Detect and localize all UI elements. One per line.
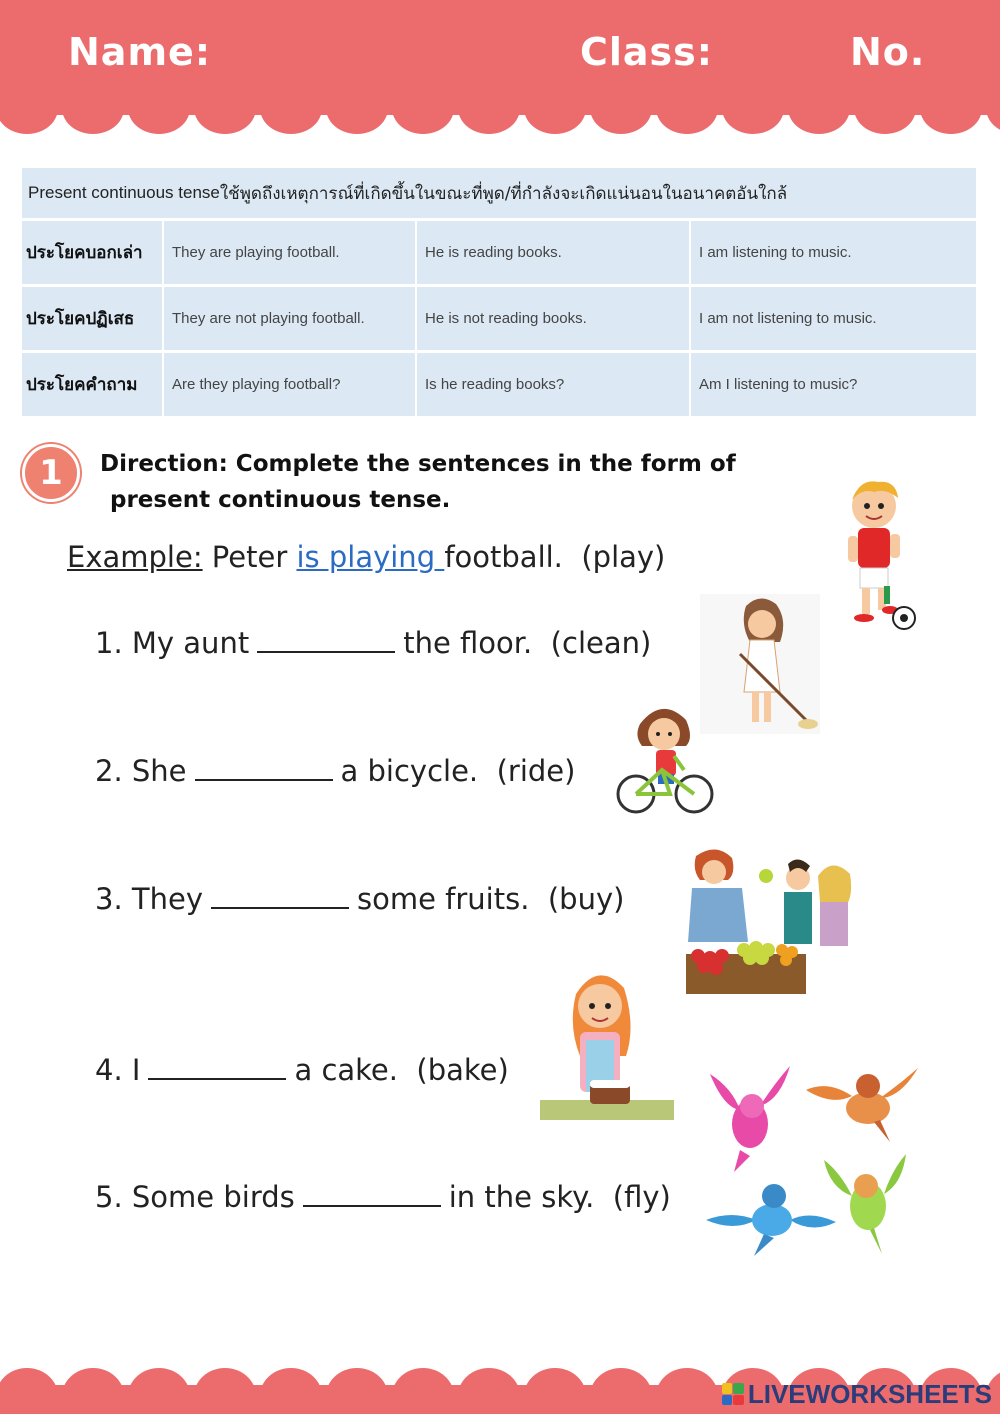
scallop-bump xyxy=(326,100,388,134)
scallop-bump xyxy=(0,100,58,134)
question-5 xyxy=(95,1180,671,1214)
girl-bicycle-illustration xyxy=(612,700,716,818)
question-text-after: some fruits. (buy) xyxy=(357,882,625,916)
number-label: No. xyxy=(850,30,926,74)
scallop-bump xyxy=(392,100,454,134)
grammar-cell: They are not playing football. xyxy=(164,287,415,350)
question-text-after: a cake. (bake) xyxy=(294,1053,509,1087)
scallop-bump xyxy=(458,100,520,134)
question-text-before: 3. They xyxy=(95,882,203,916)
direction-line-1: Direction: Complete the sentences in the form of xyxy=(100,451,736,477)
boy-football-illustration xyxy=(840,476,920,632)
girl-baking-illustration xyxy=(540,966,678,1124)
question-1 xyxy=(95,626,651,660)
grammar-table-title xyxy=(22,168,976,218)
exercise-number-badge: 1 xyxy=(22,444,80,502)
grammar-cell: I am not listening to music. xyxy=(691,287,976,350)
scallop-bump xyxy=(62,100,124,134)
grammar-table xyxy=(22,168,976,416)
answer-blank-4[interactable] xyxy=(148,1054,286,1080)
question-text-before: 5. Some birds xyxy=(95,1180,295,1214)
question-text-before: 1. My aunt xyxy=(95,626,250,660)
grammar-cell: Is he reading books? xyxy=(417,353,689,416)
question-2 xyxy=(95,754,575,788)
brand-name: LIVEWORKSHEETS xyxy=(747,1378,992,1409)
scallop-bump xyxy=(656,100,718,134)
grammar-row-label: ประโยคคำถาม xyxy=(22,353,162,416)
question-4 xyxy=(95,1053,509,1087)
direction-line-2: present continuous tense. xyxy=(110,487,451,513)
scallop-bump xyxy=(986,100,1000,134)
question-text-after: a bicycle. (ride) xyxy=(340,754,576,788)
scallop-bump xyxy=(788,100,850,134)
question-text-before: 2. She xyxy=(95,754,187,788)
example-answer: is playing xyxy=(296,540,445,574)
grammar-cell: They are playing football. xyxy=(164,221,415,284)
question-text-after: the floor. (clean) xyxy=(403,626,652,660)
example-text-after: football. (play) xyxy=(444,540,666,574)
scallop-bump xyxy=(590,100,652,134)
class-label: Class: xyxy=(580,30,713,74)
scallop-bump xyxy=(722,100,784,134)
answer-blank-2[interactable] xyxy=(195,755,333,781)
birds-illustration xyxy=(704,1060,920,1260)
scallop-bump xyxy=(260,100,322,134)
grammar-cell: I am listening to music. xyxy=(691,221,976,284)
example-label: Example: xyxy=(67,540,203,574)
scallop-bump xyxy=(128,100,190,134)
header-scallop-edge xyxy=(0,100,1000,140)
grammar-title-th: ใช้พูดถึงเหตุการณ์ที่เกิดขึ้นในขณะที่พูด/ที่กำลังจะเกิดแน่นอนในอนาคตอันใกล้ xyxy=(219,183,788,204)
grammar-row-affirmative xyxy=(22,221,976,284)
answer-blank-3[interactable] xyxy=(211,883,349,909)
answer-blank-5[interactable] xyxy=(303,1181,441,1207)
grammar-cell: He is not reading books. xyxy=(417,287,689,350)
woman-mopping-illustration xyxy=(700,594,820,734)
example-sentence xyxy=(67,540,665,574)
fruit-market-illustration xyxy=(686,846,874,998)
scallop-bump xyxy=(920,100,982,134)
grammar-row-negative xyxy=(22,287,976,350)
direction-text xyxy=(100,446,800,518)
grammar-row-question xyxy=(22,353,976,416)
liveworksheets-brand xyxy=(722,1377,992,1411)
grammar-title-en: Present continuous tense xyxy=(28,183,220,202)
grammar-cell: Are they playing football? xyxy=(164,353,415,416)
scallop-bump xyxy=(194,100,256,134)
question-text-before: 4. I xyxy=(95,1053,141,1087)
example-text-before: Peter xyxy=(202,540,297,574)
grammar-row-label: ประโยคปฏิเสธ xyxy=(22,287,162,350)
grammar-cell: He is reading books. xyxy=(417,221,689,284)
grammar-row-label: ประโยคบอกเล่า xyxy=(22,221,162,284)
name-label: Name: xyxy=(68,30,212,74)
question-text-after: in the sky. (fly) xyxy=(448,1180,671,1214)
liveworksheets-logo-icon xyxy=(722,1383,744,1405)
grammar-cell: Am I listening to music? xyxy=(691,353,976,416)
question-3 xyxy=(95,882,624,916)
scallop-bump xyxy=(524,100,586,134)
scallop-bump xyxy=(854,100,916,134)
answer-blank-1[interactable] xyxy=(257,627,395,653)
